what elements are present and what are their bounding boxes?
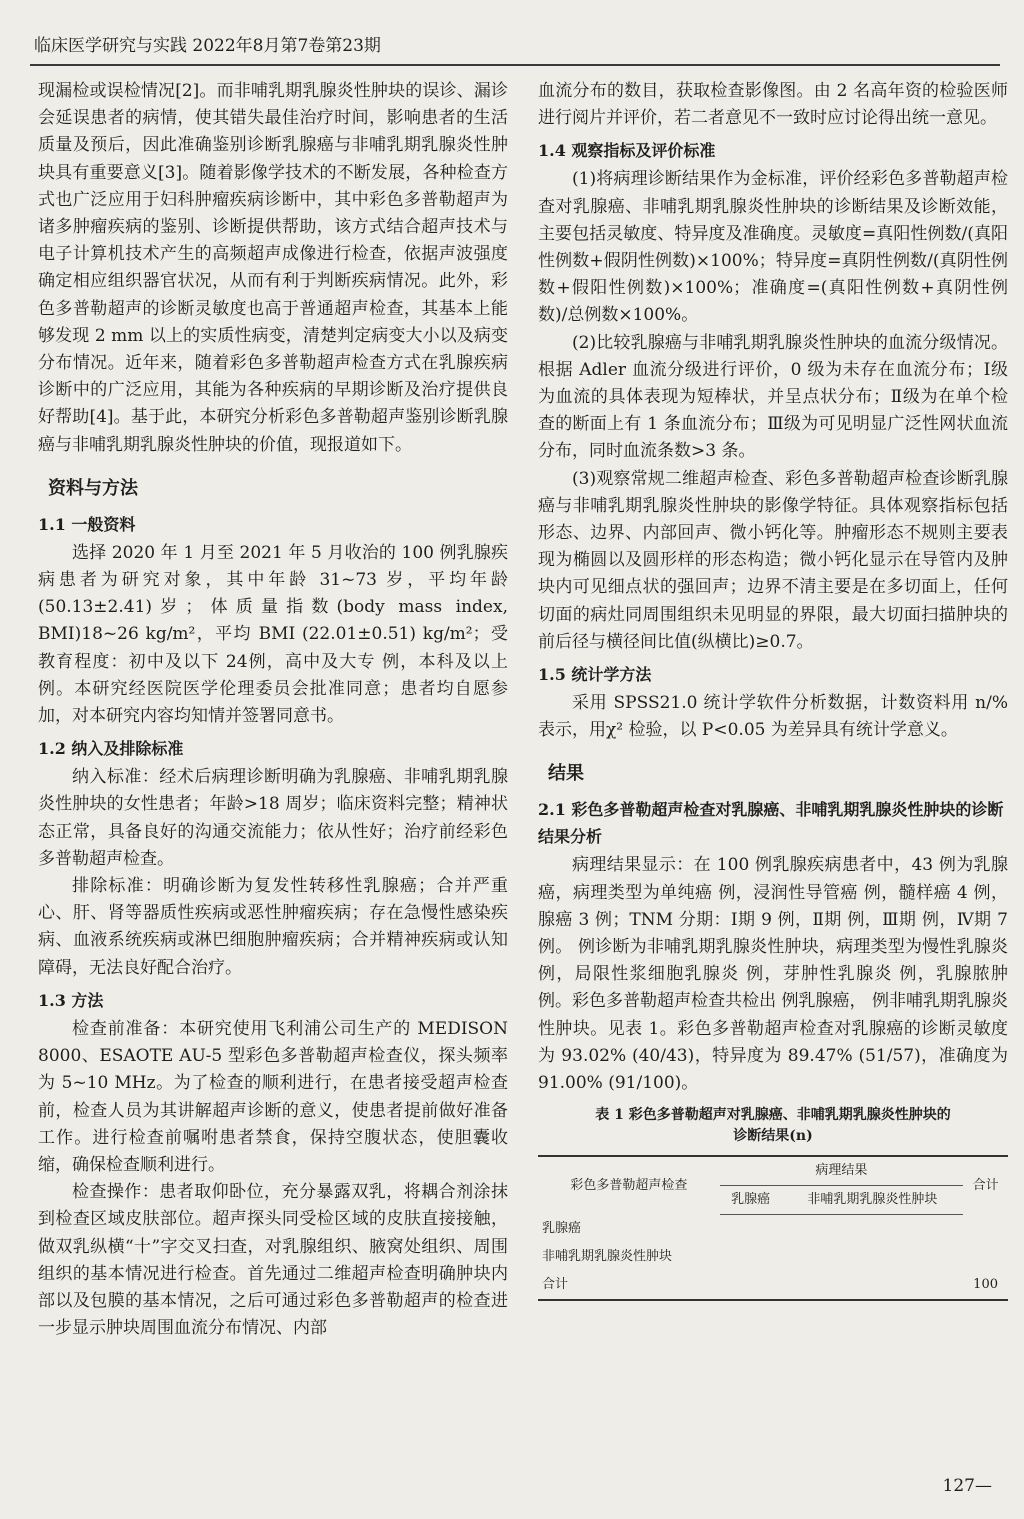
cell-cancer [720, 1271, 782, 1300]
header-total: 合计 [963, 1156, 1008, 1215]
continuation-paragraph: 血流分布的数目，获取检查影像图。由 2 名高年资的检验医师进行阅片并评价，若二者意见不一致时应讨论得出统一意见。 [538, 81, 1008, 129]
subheading-indicators: 1.4 观察指标及评价标准 [538, 141, 716, 161]
cell-total [963, 1243, 1008, 1271]
table-row [538, 1271, 1008, 1300]
right-column [538, 78, 1008, 1301]
subheading-general-data: 1.1 一般资料 [38, 514, 136, 534]
cell-cancer [720, 1243, 782, 1271]
row-label: 非哺乳期乳腺炎性肿块 [542, 1248, 673, 1264]
section-heading-results: 结果 [548, 763, 584, 785]
table-row [538, 1215, 1008, 1243]
left-column [38, 78, 508, 1342]
header-cancer: 乳腺癌 [720, 1186, 782, 1215]
exclusion-paragraph: 排除标准：明确诊断为复发性转移性乳腺癌；合并严重心、肝、肾等器质性疾病或恶性肿瘤疾病；存在急慢性感染疾病、血液系统疾病或淋巴细胞肿瘤疾病；合并精神疾病或认知障碍，无法良好配合治疗。 [38, 876, 508, 978]
subheading-methods: 1.3 方法 [38, 990, 104, 1010]
indicator-1-paragraph: (1)将病理诊断结果作为金标准，评价经彩色多普勒超声检查对乳腺癌、非哺乳期乳腺炎性肿块的诊断结果及诊断效能，主要包括灵敏度、特异度及准确度。灵敏度=真阳性例数/(真阳性例数+假阴性例数)×100%；特异度=真阴性例数/(真阴性例数+假阳性例数)×100%；准确度=(真阳性例数+真阴性例数)/总例数×100%。 [538, 169, 1008, 326]
statistics-paragraph: 采用 SPSS21.0 统计学软件分析数据，计数资料用 n/% 表示，用χ² 检验，以 P<0.05 为差异具有统计学意义。 [538, 693, 1008, 741]
subheading-criteria: 1.2 纳入及排除标准 [38, 739, 184, 759]
table-caption [538, 1105, 1008, 1147]
header-method: 彩色多普勒超声检查 [538, 1156, 720, 1215]
table-caption-line-2: 诊断结果(n) [733, 1128, 813, 1145]
diagnosis-results-table [538, 1155, 1008, 1301]
header-pathology: 病理结果 [720, 1156, 964, 1186]
table-row [538, 1243, 1008, 1271]
general-data-paragraph: 选择 2020 年 1 月至 2021 年 5 月收治的 100 例乳腺疾病患者为研究对象，其中年龄 31~73 岁，平均年龄(50.13±2.41)岁；体质量指数(body mass index, BMI)18~26 kg/m²，平均 BMI (22.01±0.51) kg/m²；受教育程度：初中及以下 24例，高中及大专 例，本科及以上 例。本研究经医院医学伦理委员会批准同意；患者均自愿参加，对本研究内容均知情并签署同意书。 [38, 542, 508, 727]
running-header: 临床医学研究与实践 2022年8月第7卷第23期 [34, 36, 381, 56]
subheading-results-2-1: 2.1 彩色多普勒超声检查对乳腺癌、非哺乳期乳腺炎性肿块的诊断结果分析 [538, 800, 1004, 847]
cell-total [963, 1215, 1008, 1243]
subheading-statistics: 1.5 统计学方法 [538, 665, 652, 685]
row-label: 合计 [538, 1271, 720, 1300]
row-label: 乳腺癌 [542, 1220, 582, 1236]
page-number: 127— [942, 1476, 992, 1496]
indicator-2-paragraph: (2)比较乳腺癌与非哺乳期乳腺炎性肿块的血流分级情况。根据 Adler 血流分级进行评价，0 级为未存在血流分布；Ⅰ级为血流的具体表现为短棒状，并呈点状分布；Ⅱ级为在单个检查的断面上有 1 条血流分布；Ⅲ级为可见明显广泛性网状血流分布，同时血流条数>3 条。 [538, 332, 1008, 462]
cell-cancer [720, 1215, 782, 1243]
cell-total: 100 [963, 1271, 1008, 1300]
header-inflam: 非哺乳期乳腺炎性肿块 [782, 1186, 964, 1215]
intro-paragraph: 现漏检或误检情况[2]。而非哺乳期乳腺炎性肿块的误诊、漏诊会延误患者的病情，使其错失最佳治疗时间，影响患者的生活质量及预后，因此准确鉴别诊断乳腺癌与非哺乳期乳腺炎性肿块具有重要意义[3]。随着影像学技术的不断发展，各种检查方式也广泛应用于妇科肿瘤疾病诊断中，其中彩色多普勒超声为诸多肿瘤疾病的鉴别、诊断提供帮助，该方式结合超声技术与电子计算机技术产生的高频超声成像进行检查，依据声波强度确定相应组织器官状况，从而有利于判断疾病情况。此外，彩色多普勒超声的诊断灵敏度也高于普通超声检查，其基本上能够发现 2 mm 以上的实质性病变，清楚判定病变大小以及病变分布情况。近年来，随着彩色多普勒超声检查方式在乳腺疾病诊断中的广泛应用，其能为各种疾病的早期诊断及治疗提供良好帮助[4]。基于此，本研究分析彩色多普勒超声鉴别诊断乳腺癌与非哺乳期乳腺炎性肿块的价值，现报道如下。 [38, 81, 508, 455]
cell-inflam [782, 1243, 964, 1271]
results-paragraph: 病理结果显示：在 100 例乳腺疾病患者中，43 例为乳腺癌，病理类型为单纯癌 例，浸润性导管癌 例，髓样癌 4 例，腺癌 3 例；TNM 分期：Ⅰ期 9 例，Ⅱ期 例，Ⅲ期 例，Ⅳ期 7 例。 例诊断为非哺乳期乳腺炎性肿块，病理类型为慢性乳腺炎 例，局限性浆细胞乳腺炎 例，芽肿性乳腺炎 例，乳腺脓肿 例。彩色多普勒超声检查共检出 例乳腺癌， 例非哺乳期乳腺炎性肿块。见表 1。彩色多普勒超声检查对乳腺癌的诊断灵敏度为 93.02% (40/43)，特异度为 89.47% (51/57)，准确度为91.00% (91/100)。 [538, 855, 1008, 1094]
cell-inflam [782, 1271, 964, 1300]
section-heading-methods: 资料与方法 [48, 477, 138, 499]
operation-paragraph: 检查操作：患者取仰卧位，充分暴露双乳，将耦合剂涂抹到检查区域皮肤部位。超声探头同受检区域的皮肤直接接触，做双乳纵横“十”字交叉扫查，对乳腺组织、腋窝处组织、周围组织的基本情况进行检查。首先通过二维超声检查明确肿块内部以及包膜的基本情况，之后可通过彩色多普勒超声的检查进一步显示肿块周围血流分布情况、内部 [38, 1182, 508, 1339]
inclusion-paragraph: 纳入标准：经术后病理诊断明确为乳腺癌、非哺乳期乳腺炎性肿块的女性患者；年龄>18 周岁；临床资料完整；精神状态正常，具备良好的沟通交流能力；依从性好；治疗前经彩色多普勒超声检查。 [38, 767, 508, 869]
cell-inflam [782, 1215, 964, 1243]
indicator-3-paragraph: (3)观察常规二维超声检查、彩色多普勒超声检查诊断乳腺癌与非哺乳期乳腺炎性肿块的影像学特征。具体观察指标包括形态、边界、内部回声、微小钙化等。肿瘤形态不规则主要表现为椭圆以及圆形样的形态构造；微小钙化显示在导管内及肿块内可见细点状的强回声；边界不清主要是在多切面上，任何切面的病灶同周围组织未见明显的界限，最大切面扫描肿块的前后径与横径间比值(纵横比)≥0.7。 [538, 468, 1008, 652]
preparation-paragraph: 检查前准备：本研究使用飞利浦公司生产的 MEDISON 8000、ESAOTE AU-5 型彩色多普勒超声检查仪，探头频率为 5~10 MHz。为了检查的顺利进行，在患者接受超声检查前，检查人员为其讲解超声诊断的意义，使患者提前做好准备工作。进行检查前嘱咐患者禁食，保持空腹状态，使胆囊收缩，确保检查顺利进行。 [38, 1018, 508, 1175]
table-caption-line-1: 表 1 彩色多普勒超声对乳腺癌、非哺乳期乳腺炎性肿块的 [595, 1107, 951, 1124]
header-divider [30, 64, 1000, 66]
